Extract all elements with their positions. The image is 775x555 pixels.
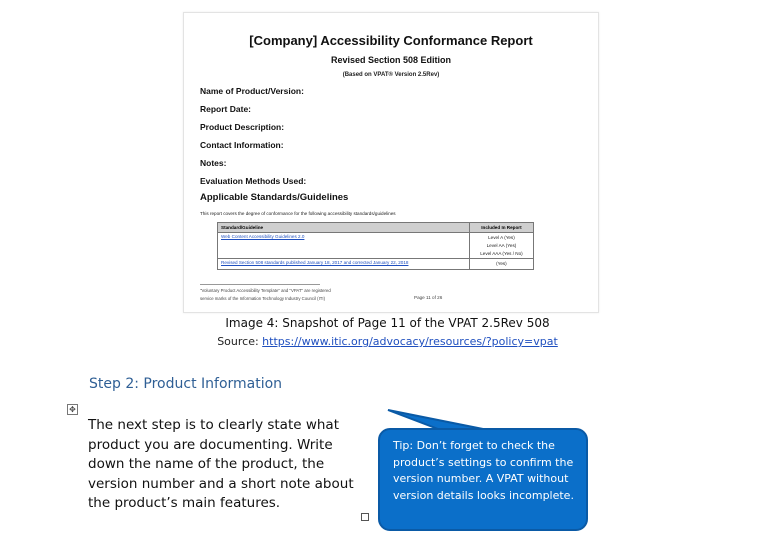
included-level-a: Level A (Yes) — [488, 235, 515, 240]
field-report-date: Report Date: — [200, 104, 252, 114]
image-caption: Image 4: Snapshot of Page 11 of the VPAT 2.5Rev 508 — [225, 316, 550, 330]
footnote-line-2: service marks of the Information Technology Industry Council (ITI) — [200, 296, 326, 301]
step-heading: Step 2: Product Information — [89, 376, 283, 392]
field-notes: Notes: — [200, 158, 227, 168]
field-product-name: Name of Product/Version: — [200, 86, 304, 96]
standards-table — [217, 222, 534, 270]
report-subtitle: Revised Section 508 Edition — [330, 55, 452, 65]
cell-end-marker-icon — [361, 513, 369, 521]
included-cell — [469, 233, 533, 259]
included-cell — [469, 259, 533, 270]
field-product-description: Product Description: — [200, 122, 285, 132]
step-body-text: The next step is to clearly state what product you are documenting. Write down the name of the product, the version number and a short note about the product’s main features. — [88, 417, 354, 511]
footnote-line-1: "Voluntary Product Accessibility Template" and "VPAT" are registered — [200, 288, 331, 293]
included-level-aa: Level AA (Yes) — [486, 242, 517, 248]
table-row — [218, 233, 534, 259]
field-evaluation-methods: Evaluation Methods Used: — [200, 176, 307, 186]
standards-heading: Applicable Standards/Guidelines — [200, 192, 349, 203]
footnote — [200, 287, 331, 303]
source-link[interactable]: https://www.itic.org/advocacy/resources/?policy=vpat — [262, 335, 558, 348]
standard-link-wcag[interactable]: Web Content Accessibility Guidelines 2.0 — [218, 233, 470, 259]
move-handle-icon[interactable]: ✥ — [67, 404, 78, 415]
field-contact-information: Contact Information: — [200, 140, 284, 150]
standards-intro: This report covers the degree of conformance for the following accessibility standards/guidelines — [200, 211, 396, 216]
standard-link-section508[interactable]: Revised Section 508 standards published January 18, 2017 and corrected January 22, 2018 — [218, 259, 470, 270]
page-number: Page 11 of 26 — [414, 295, 443, 300]
report-page-image — [183, 12, 599, 313]
tip-text: Tip: Don’t forget to check the product’s settings to confirm the version number. A VPAT without version details looks incomplete. — [393, 439, 574, 502]
included-level-aaa: Level AAA (Yes / No) — [480, 250, 523, 256]
footnote-rule — [200, 284, 320, 285]
included-yes: (Yes) — [496, 261, 507, 267]
table-header-included: Included In Report — [469, 223, 533, 233]
table-header-standard: Standard/Guideline — [218, 223, 470, 233]
image-source — [0, 335, 775, 348]
report-title: [Company] Accessibility Conformance Report — [249, 33, 533, 48]
table-row — [218, 259, 534, 270]
source-label: Source: — [217, 335, 263, 348]
report-based-on: (Based on VPAT® Version 2.5Rev) — [342, 72, 440, 78]
